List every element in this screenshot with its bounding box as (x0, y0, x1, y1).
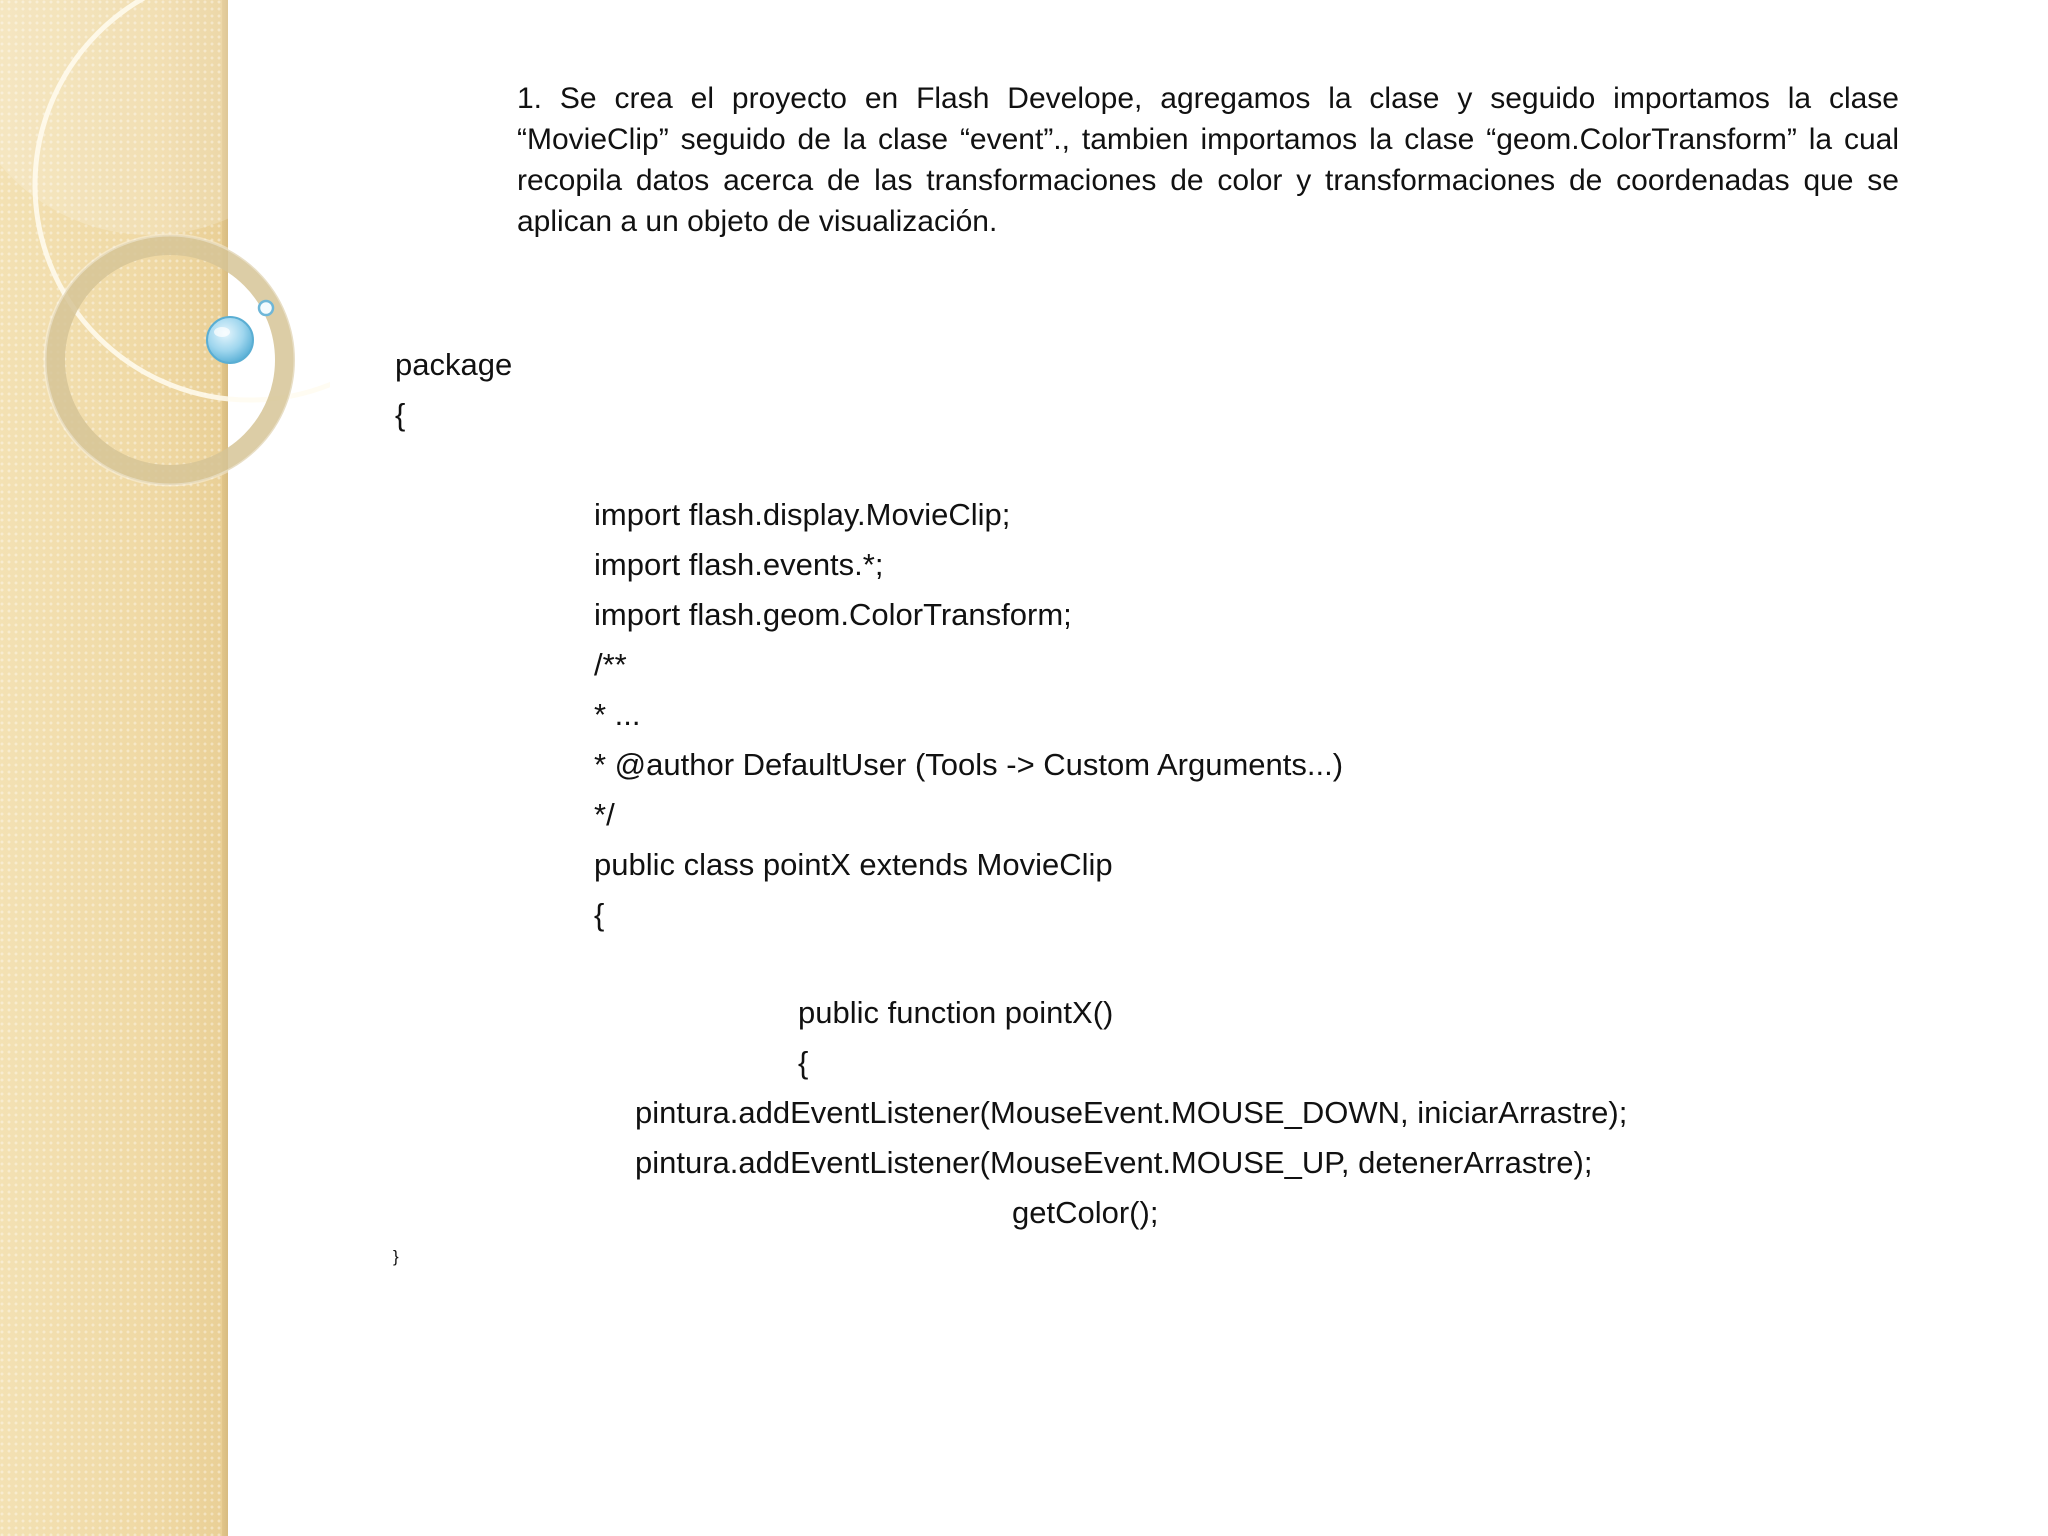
code-line: { (798, 1045, 809, 1080)
code-line: /** (594, 647, 627, 682)
code-line: * ... (594, 697, 641, 732)
code-line: pintura.addEventListener(MouseEvent.MOUSE_DOWN, iniciarArrastre); (635, 1095, 1628, 1130)
code-line: } (393, 1247, 399, 1266)
code-line: import flash.geom.ColorTransform; (594, 597, 1072, 632)
code-line: import flash.display.MovieClip; (594, 497, 1011, 532)
code-line: * @author DefaultUser (Tools -> Custom Arguments...) (594, 747, 1344, 782)
code-line: { (395, 397, 406, 432)
code-line: public class pointX extends MovieClip (594, 847, 1113, 882)
code-line: import flash.events.*; (594, 547, 884, 582)
code-line: pintura.addEventListener(MouseEvent.MOUSE_UP, detenerArrastre); (635, 1145, 1593, 1180)
intro-paragraph: 1. Se crea el proyecto en Flash Develope, agregamos la clase y seguido importamos la clase “MovieClip” seguido de la clase “event”., tambien importamos la clase “geom.ColorTransform” la cual recopila datos acerca de las transformaciones de color y transformaciones de coordenadas que se aplican a un objeto de visualización. (517, 82, 1899, 238)
code-line: public function pointX() (798, 995, 1114, 1030)
code-line: */ (594, 797, 615, 832)
code-line: package (395, 347, 513, 382)
code-line: { (594, 897, 605, 932)
code-line: getColor(); (1012, 1195, 1159, 1230)
